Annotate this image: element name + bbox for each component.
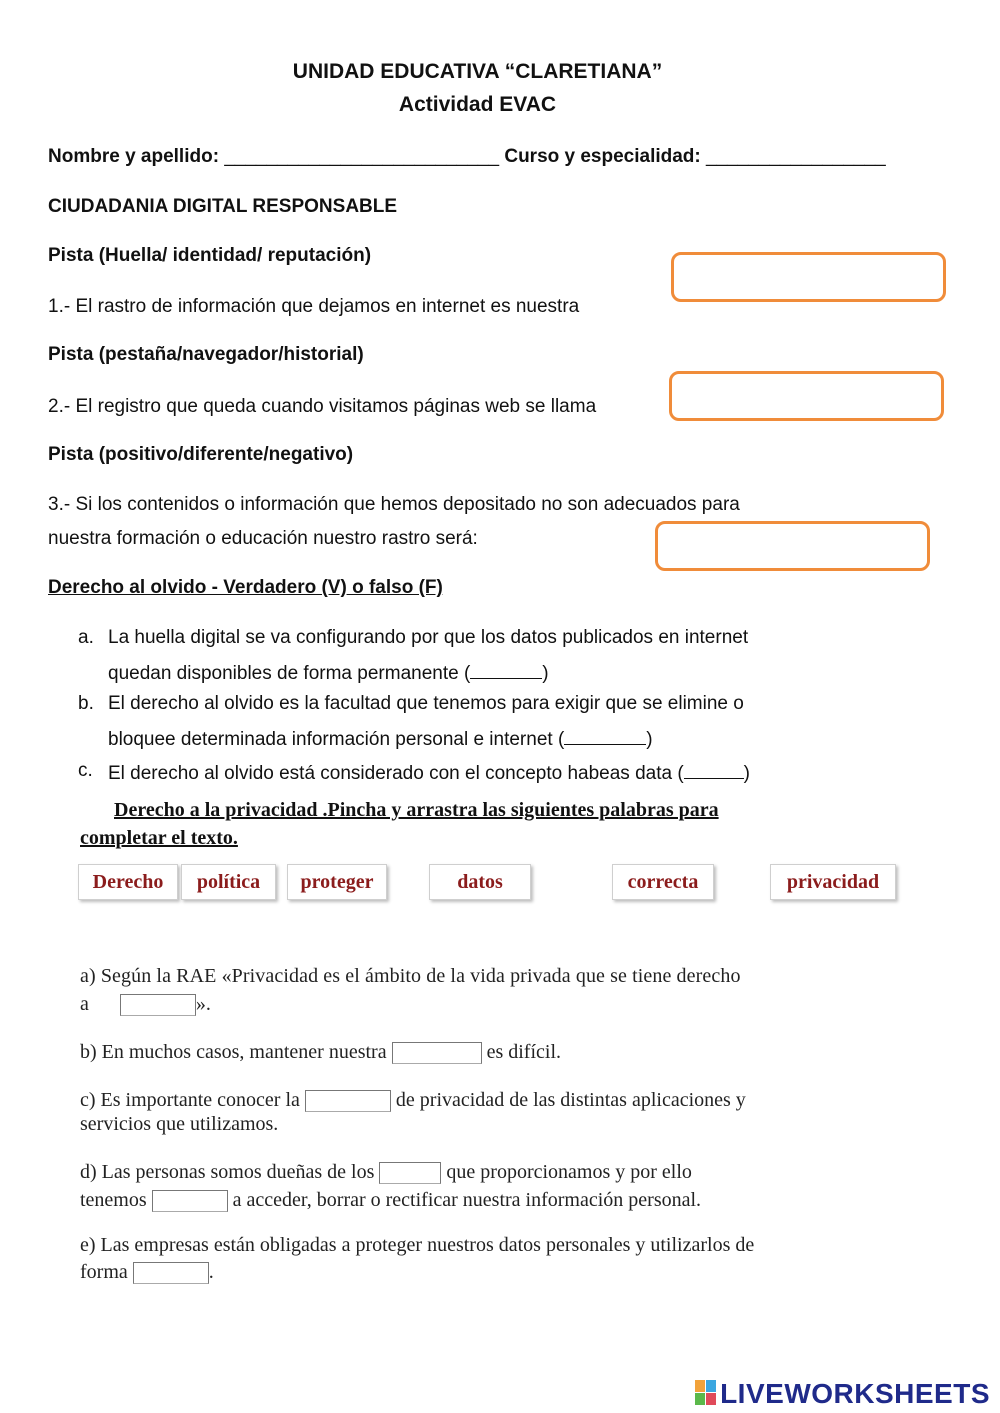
tf-marker-b: b. xyxy=(78,693,94,714)
hint-3: Pista (positivo/diferente/negativo) xyxy=(48,444,354,465)
tf-answer-b[interactable] xyxy=(564,726,646,745)
school-title: UNIDAD EDUCATIVA “CLARETIANA” xyxy=(292,60,663,83)
answer-box-3[interactable] xyxy=(655,521,930,571)
word-chip-datos[interactable]: datos xyxy=(429,864,531,900)
tf-item-b-close: ) xyxy=(646,729,653,750)
sentence-c-suffix: de privacidad de las distintas aplicaciones y xyxy=(395,1089,746,1111)
privacy-title-line1: Derecho a la privacidad .Pincha y arrastra las siguientes palabras para xyxy=(114,799,719,821)
sentence-a-suffix: ». xyxy=(195,993,211,1015)
drop-slot-b[interactable] xyxy=(392,1042,482,1064)
name-label: Nombre y apellido: xyxy=(48,146,220,167)
name-line: __________________________ xyxy=(224,146,500,167)
tf-item-b-text: bloquee determinada información personal e internet ( xyxy=(108,729,565,750)
section-title: CIUDADANIA DIGITAL RESPONSABLE xyxy=(48,196,398,217)
word-chip-derecho[interactable]: Derecho xyxy=(78,864,178,900)
sentence-b-prefix: b) En muchos casos, mantener nuestra xyxy=(80,1041,387,1063)
hint-1: Pista (Huella/ identidad/ reputación) xyxy=(48,245,372,266)
sentence-e-line1: e) Las empresas están obligadas a proteger nuestros datos personales y utilizarlos de xyxy=(80,1234,755,1256)
sentence-b-suffix: es difícil. xyxy=(486,1041,562,1063)
tf-item-b-line2 xyxy=(108,726,653,751)
question-1: 1.- El rastro de información que dejamos en internet es nuestra xyxy=(48,296,580,317)
liveworksheets-logo-text: LIVEWORKSHEETS xyxy=(720,1378,990,1409)
answer-box-2[interactable] xyxy=(669,371,944,421)
tf-item-c-close: ) xyxy=(743,763,750,784)
course-line: _________________ xyxy=(706,146,886,167)
answer-box-1[interactable] xyxy=(671,252,946,302)
activity-title: Actividad EVAC xyxy=(398,93,557,116)
drop-slot-d1[interactable] xyxy=(379,1162,441,1184)
sentence-c-line2: servicios que utilizamos. xyxy=(80,1113,279,1135)
sentence-d-middle: que proporcionamos y por ello xyxy=(446,1161,692,1183)
tf-item-a-line1: La huella digital se va configurando por que los datos publicados en internet xyxy=(108,627,749,648)
word-chip-privacidad[interactable]: privacidad xyxy=(770,864,896,900)
sentence-d-tenemos: tenemos xyxy=(80,1189,147,1211)
student-info-line xyxy=(48,146,886,168)
sentence-b xyxy=(80,1038,910,1066)
sentence-a-prefix: a xyxy=(80,993,89,1015)
tf-marker-a: a. xyxy=(78,627,94,648)
tf-item-a-close: ) xyxy=(542,663,549,684)
drop-slot-d2[interactable] xyxy=(152,1190,228,1212)
word-chip-proteger[interactable]: proteger xyxy=(287,864,387,900)
tf-marker-c: c. xyxy=(78,760,93,781)
tf-item-a-text: quedan disponibles de forma permanente ( xyxy=(108,663,471,684)
sentence-d-line2 xyxy=(80,1186,910,1214)
sentence-a-line1: a) Según la RAE «Privacidad es el ámbito de la vida privada que se tiene derecho xyxy=(80,965,741,987)
tf-item-c-text: El derecho al olvido está considerado con el concepto habeas data ( xyxy=(108,763,684,784)
sentence-c-prefix: c) Es importante conocer la xyxy=(80,1089,300,1111)
drop-slot-e[interactable] xyxy=(133,1262,209,1284)
question-3-line1: 3.- Si los contenidos o información que hemos depositado no son adecuados para xyxy=(48,494,740,515)
course-label: Curso y especialidad: xyxy=(504,146,701,167)
sentence-e-line2 xyxy=(80,1258,910,1286)
word-chip-politica[interactable]: política xyxy=(181,864,276,900)
tf-item-a-line2 xyxy=(108,660,549,685)
drop-slot-a[interactable] xyxy=(120,994,196,1016)
sentence-e-suffix: . xyxy=(208,1261,214,1283)
word-chip-correcta[interactable]: correcta xyxy=(612,864,714,900)
true-false-title: Derecho al olvido - Verdadero (V) o falso (F) xyxy=(48,577,443,598)
tf-item-b-line1: El derecho al olvido es la facultad que tenemos para exigir que se elimine o xyxy=(108,693,744,714)
liveworksheets-logo-icon xyxy=(695,1380,717,1406)
tf-answer-c[interactable] xyxy=(684,760,744,779)
question-2: 2.- El registro que queda cuando visitamos páginas web se llama xyxy=(48,396,597,417)
sentence-d-line1 xyxy=(80,1158,910,1186)
liveworksheets-logo xyxy=(695,1378,990,1410)
sentence-a-line2 xyxy=(80,990,910,1018)
hint-2: Pista (pestaña/navegador/historial) xyxy=(48,344,364,365)
tf-item-c xyxy=(108,760,750,785)
privacy-title-line2: completar el texto. xyxy=(80,827,238,849)
sentence-e-prefix: forma xyxy=(80,1261,128,1283)
question-3-line2: nuestra formación o educación nuestro rastro será: xyxy=(48,528,478,549)
sentence-d-suffix: a acceder, borrar o rectificar nuestra información personal. xyxy=(232,1189,702,1211)
sentence-d-prefix: d) Las personas somos dueñas de los xyxy=(80,1161,375,1183)
tf-answer-a[interactable] xyxy=(470,660,542,679)
